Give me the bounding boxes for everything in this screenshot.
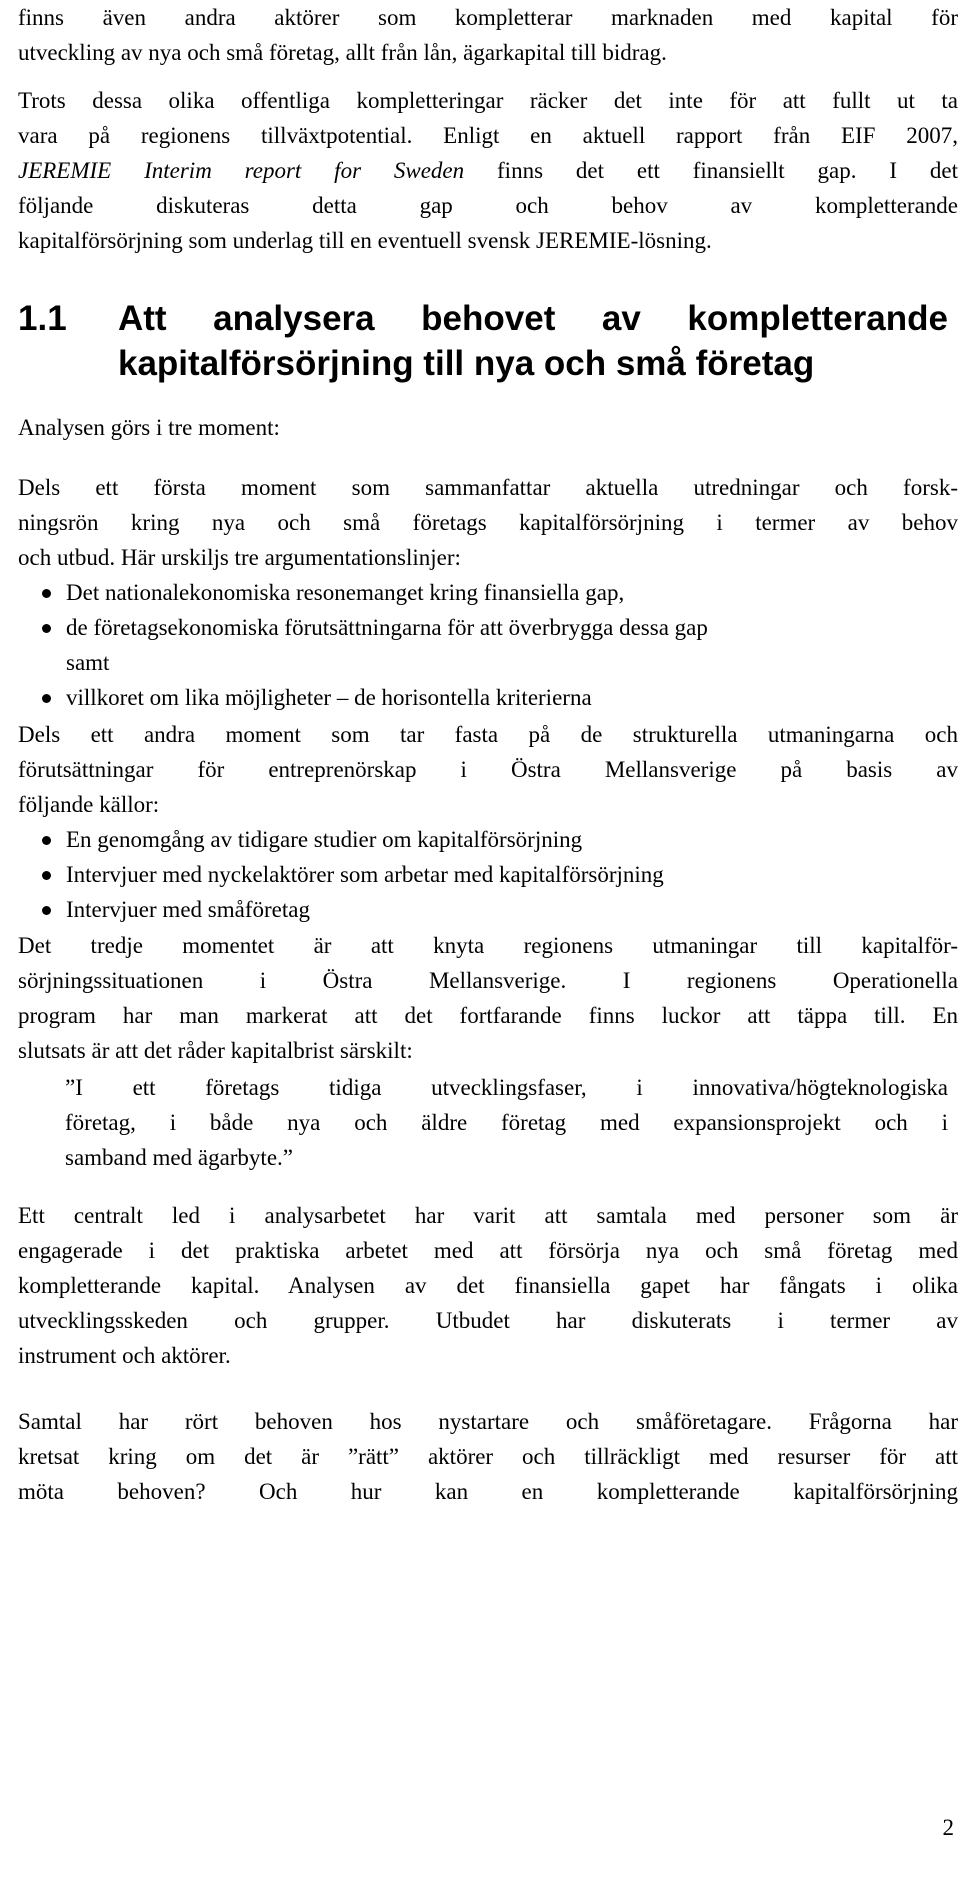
text-line: förutsättningar för entreprenörskap i Östra Mellansverige på basis av — [18, 757, 958, 782]
block-quote — [65, 1070, 948, 1175]
analysis-intro — [18, 410, 958, 445]
page-number: 2 — [942, 1815, 954, 1840]
heading-line: kapitalförsörjning till nya och små företag — [118, 344, 815, 383]
text-line: Dels ett andra moment som tar fasta på de strukturella utmaningarna och — [18, 722, 958, 747]
text-line: slutsats är att det råder kapitalbrist särskilt: — [18, 1038, 413, 1063]
bullet-icon — [42, 871, 51, 880]
text-line: kompletterande kapital. Analysen av det finansiella gapet har fångats i olika — [18, 1273, 958, 1298]
argument-list — [18, 575, 958, 715]
moment-two-paragraph — [18, 717, 958, 927]
text-line — [18, 153, 958, 188]
list-item: villkoret om lika möjligheter – de horisontella kriterierna — [18, 680, 958, 715]
text-line: möta behoven? Och hur kan en kompletterande kapitalförsörjning — [18, 1479, 958, 1504]
moment-three-paragraph — [18, 928, 958, 1068]
source-list — [18, 822, 958, 927]
samtal-paragraph — [18, 1404, 958, 1509]
section-number: 1.1 — [18, 299, 67, 338]
central-paragraph — [18, 1198, 958, 1373]
text-line: engagerade i det praktiska arbetet med att försörja nya och små företag med — [18, 1238, 958, 1263]
text-line: Samtal har rört behoven hos nystartare och småföretagare. Frågorna har — [18, 1409, 958, 1434]
bullet-icon — [42, 906, 51, 915]
text-line: och utbud. Här urskiljs tre argumentationslinjer: — [18, 545, 461, 570]
text-line: program har man markerat att det fortfarande finns luckor att täppa till. En — [18, 1003, 958, 1028]
text-line: Analysen görs i tre moment: — [18, 415, 280, 440]
text-line: följande källor: — [18, 792, 160, 817]
text-line: ningsrön kring nya och små företags kapitalförsörjning i termer av behov — [18, 510, 958, 535]
section-heading — [18, 296, 948, 386]
text-line: Trots dessa olika offentliga kompletteringar räcker det inte för att fullt ut ta — [18, 88, 958, 113]
gap-paragraph — [18, 83, 958, 258]
text-line: följande diskuteras detta gap och behov av kompletterande — [18, 193, 958, 218]
text-line: vara på regionens tillväxtpotential. Enligt en aktuell rapport från EIF 2007, — [18, 123, 958, 148]
heading-line: Att analysera behovet av kompletterande — [118, 299, 948, 338]
text-line: kretsat kring om det är ”rätt” aktörer och tillräckligt med resurser för att — [18, 1444, 958, 1469]
list-item: Intervjuer med nyckelaktörer som arbetar med kapitalförsörjning — [18, 857, 958, 892]
moment-one-paragraph — [18, 470, 958, 715]
text-line: samband med ägarbyte.” — [65, 1145, 293, 1170]
list-item: Det nationalekonomiska resonemanget kring finansiella gap, — [18, 575, 958, 610]
text-line: utveckling av nya och små företag, allt från lån, ägarkapital till bidrag. — [18, 40, 667, 65]
bullet-icon — [42, 836, 51, 845]
text-line: sörjningssituationen i Östra Mellansverige. I regionens Operationella — [18, 968, 958, 993]
text-fragment: finns det ett finansiellt gap. I det — [464, 158, 959, 183]
list-item: Intervjuer med småföretag — [18, 892, 958, 927]
text-line: företag, i både nya och äldre företag med expansionsprojekt och i — [65, 1110, 948, 1135]
text-line: Ett centralt led i analysarbetet har varit att samtala med personer som är — [18, 1203, 958, 1228]
text-line: utvecklingsskeden och grupper. Utbudet har diskuterats i termer av — [18, 1308, 958, 1333]
text-line: kapitalförsörjning som underlag till en eventuell svensk JEREMIE-lösning. — [18, 228, 712, 253]
intro-paragraph — [18, 0, 958, 70]
text-line: Dels ett första moment som sammanfattar aktuella utredningar och forsk- — [18, 475, 958, 500]
text-line: instrument och aktörer. — [18, 1343, 231, 1368]
bullet-icon — [42, 624, 51, 633]
bullet-icon — [42, 589, 51, 598]
list-item: En genomgång av tidigare studier om kapitalförsörjning — [18, 822, 958, 857]
text-line: Det tredje momentet är att knyta regionens utmaningar till kapitalför- — [18, 933, 958, 958]
text-line: finns även andra aktörer som kompletterar marknaden med kapital för — [18, 5, 958, 30]
list-item: de företagsekonomiska förutsättningarna för att överbrygga dessa gap samt — [18, 610, 958, 680]
bullet-icon — [42, 694, 51, 703]
report-title: JEREMIE Interim report for Sweden — [18, 158, 465, 183]
text-line: ”I ett företags tidiga utvecklingsfaser, i innovativa/högteknologiska — [65, 1075, 948, 1100]
